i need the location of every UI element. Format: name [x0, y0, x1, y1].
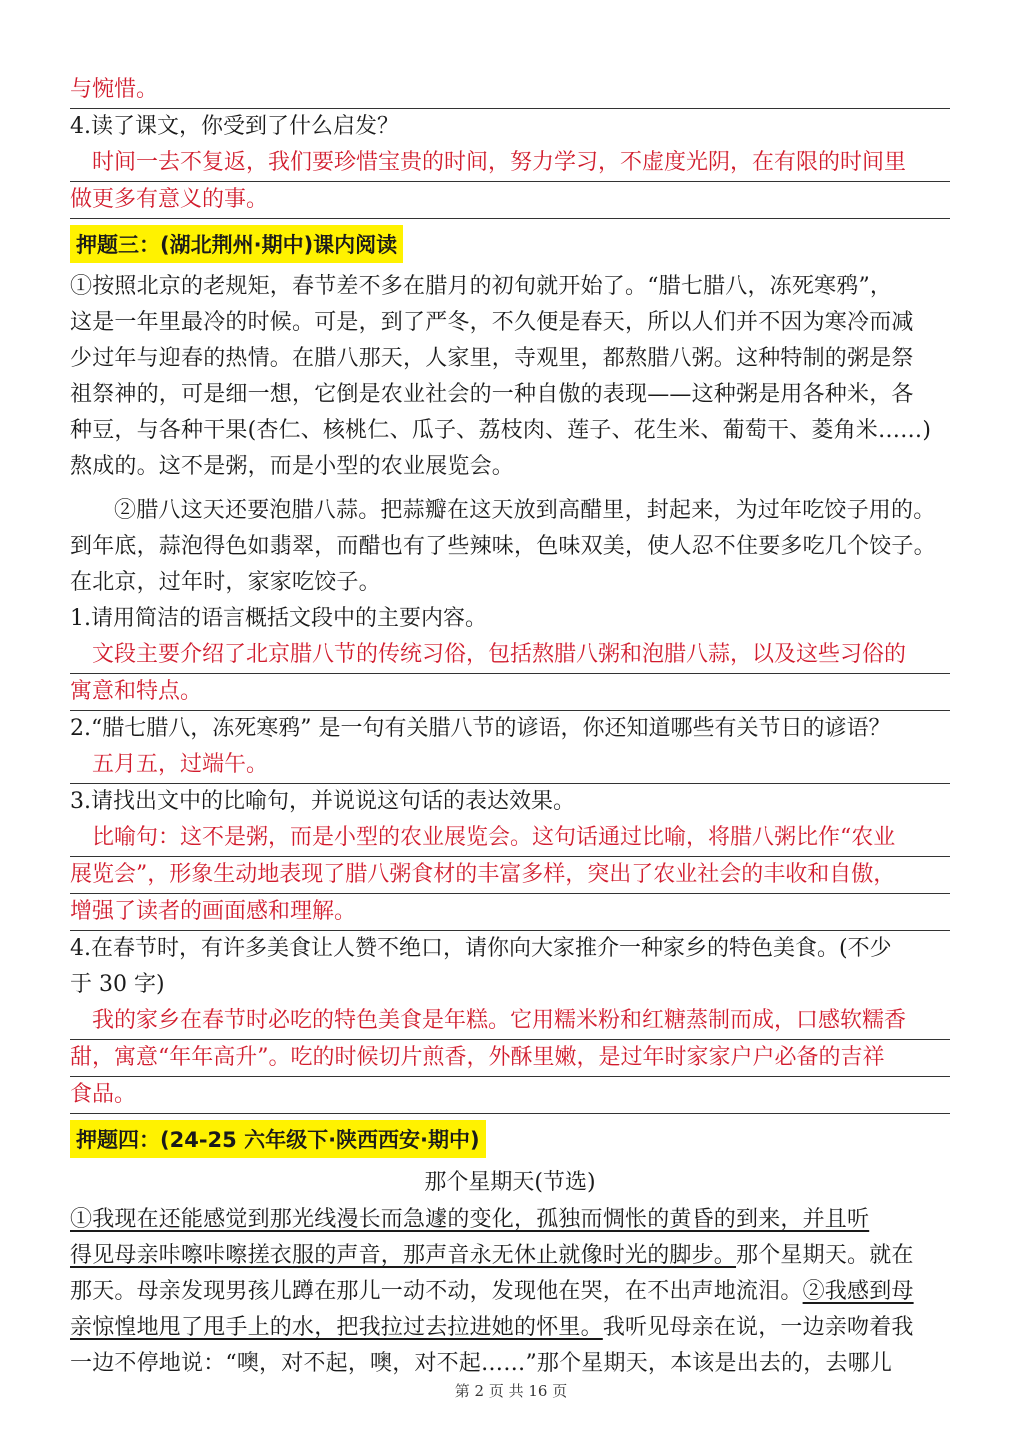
question-3: 3.请找出文中的比喻句，并说说这句话的表达效果。	[70, 789, 575, 814]
passage-text: 那个星期天。就在	[736, 1243, 914, 1268]
answer-line: 增强了读者的画面感和理解。	[70, 894, 950, 931]
question-4-prev: 4.读了课文，你受到了什么启发？	[70, 114, 399, 139]
section-4-heading: 押题四：(24-25 六年级下·陕西西安·期中)	[70, 1120, 486, 1158]
passage-line: 少过年与迎春的热情。在腊八那天，人家里，寺观里，都熬腊八粥。这种特制的粥是祭	[70, 346, 914, 371]
answer-line: 时间一去不复返，我们要珍惜宝贵的时间，努力学习，不虚度光阴，在有限的时间里	[70, 145, 950, 182]
section-4-heading-row	[70, 1114, 950, 1164]
passage-line: 熬成的。这不是粥，而是小型的农业展览会。	[70, 454, 515, 479]
passage-text: 我听见母亲在说，一边亲吻着我	[602, 1315, 914, 1340]
underlined-sentence: 得见母亲咔嚓咔嚓搓衣服的声音，那声音永无休止就像时光的脚步。	[70, 1243, 737, 1268]
passage-line: 种豆，与各种干果(杏仁、核桃仁、瓜子、荔枝肉、莲子、花生米、葡萄干、菱角米……)	[70, 418, 932, 443]
answer-line: 五月五，过端午。	[70, 747, 950, 784]
passage-line	[70, 1274, 950, 1310]
passage-line: 一边不停地说：“噢，对不起，噢，对不起……”那个星期天，本该是出去的，去哪儿	[70, 1351, 893, 1376]
underlined-sentence: ①我现在还能感觉到那光线漫长而急遽的变化，孤独而惆怅的黄昏的到来，并且听	[70, 1207, 870, 1232]
passage-line	[70, 1238, 950, 1274]
passage-text: 那天。母亲发现男孩儿蹲在那儿一动不动，发现他在哭，在不出声地流泪。	[70, 1279, 803, 1304]
passage-line	[70, 1202, 950, 1238]
underlined-sentence: ②我感到母	[802, 1279, 914, 1304]
answer-line: 我的家乡在春节时必吃的特色美食是年糕。它用糯米粉和红糖蒸制而成，口感软糯香	[70, 1003, 950, 1040]
answer-line: 甜，寓意“年年高升”。吃的时候切片煎香，外酥里嫩，是过年时家家户户必备的吉祥	[70, 1040, 950, 1077]
answer-line: 文段主要介绍了北京腊八节的传统习俗，包括熬腊八粥和泡腊八蒜，以及这些习俗的	[70, 637, 950, 674]
section-3-heading-row	[70, 219, 950, 269]
passage-line: 在北京，过年时，家家吃饺子。	[70, 570, 381, 595]
passage-title: 那个星期天(节选)	[424, 1170, 596, 1195]
question-4: 4.在春节时，有许多美食让人赞不绝口，请你向大家推介一种家乡的特色美食。(不少	[70, 936, 892, 961]
answer-line: 寓意和特点。	[70, 674, 950, 711]
prev-answer-tail: 与惋惜。	[70, 72, 950, 109]
passage-line: 到年底，蒜泡得色如翡翠，而醋也有了些辣味，色味双美，使人忍不住要多吃几个饺子。	[70, 534, 936, 559]
answer-line: 比喻句：这不是粥，而是小型的农业展览会。这句话通过比喻，将腊八粥比作“农业	[70, 820, 950, 857]
section-3-heading: 押题三：(湖北荆州·期中)课内阅读	[70, 225, 403, 263]
question-4: 于 30 字)	[70, 972, 165, 997]
passage-line: 祖祭神的，可是细一想，它倒是农业社会的一种自傲的表现——这种粥是用各种米，各	[70, 382, 914, 407]
answer-line: 食品。	[70, 1077, 950, 1114]
passage-line	[70, 1310, 950, 1346]
question-1: 1.请用简洁的语言概括文段中的主要内容。	[70, 606, 487, 631]
passage-line: 这是一年里最冷的时候。可是，到了严冬，不久便是春天，所以人们并不因为寒冷而减	[70, 310, 914, 335]
page-footer: 第 2 页 共 16 页	[454, 1382, 568, 1400]
passage-line: ②腊八这天还要泡腊八蒜。把蒜瓣在这天放到高醋里，封起来，为过年吃饺子用的。	[114, 498, 936, 523]
answer-line: 做更多有意义的事。	[70, 182, 950, 219]
answer-line: 展览会”，形象生动地表现了腊八粥食材的丰富多样，突出了农业社会的丰收和自傲，	[70, 857, 950, 894]
passage-line: ①按照北京的老规矩，春节差不多在腊月的初旬就开始了。“腊七腊八，冻死寒鸦”，	[70, 274, 893, 299]
underlined-sentence: 亲惊惶地甩了甩手上的水，把我拉过去拉进她的怀里。	[70, 1315, 603, 1340]
question-2: 2.“腊七腊八，冻死寒鸦” 是一句有关腊八节的谚语，你还知道哪些有关节日的谚语？	[70, 716, 891, 741]
